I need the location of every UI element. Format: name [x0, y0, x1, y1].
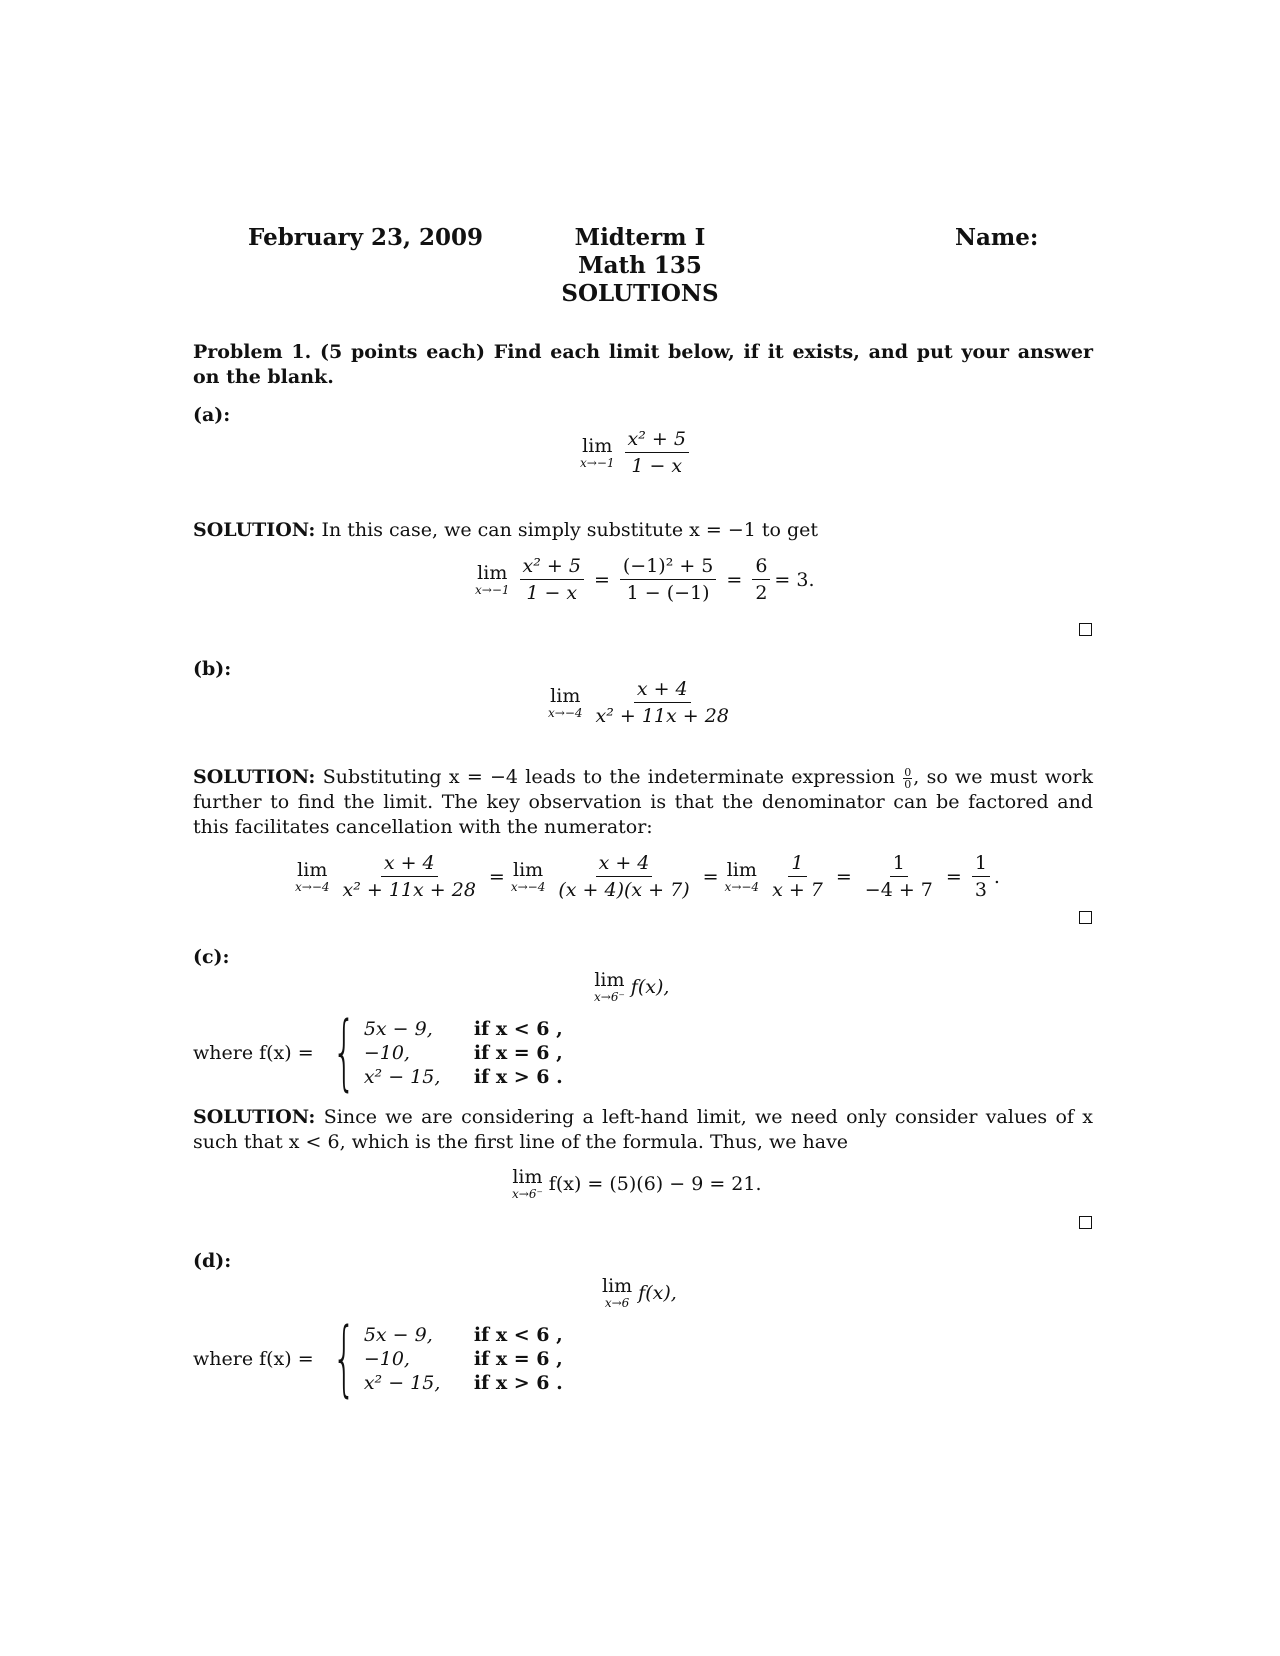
lim-operator: lim x→−4 [724, 858, 760, 894]
fraction: $\frac{\text{(−1)² + 5}}{1 - (-1)}$ [620, 555, 717, 604]
part-c-label: (c): [193, 946, 230, 968]
part-a-limit [580, 428, 693, 477]
fraction: $\frac{1}{-4 + 7}$ [864, 852, 933, 901]
exam-title [460, 224, 820, 308]
fraction: $\frac{\text{x² + 5}}{1 - x}$ [625, 428, 689, 477]
fraction: $\frac{x + 4}{\text{x² + 11x + 28}}$ [342, 852, 476, 901]
part-b-computation: lim x→−4 $\frac{x + 4}{\text{x² + 11x + 28}}$ = lim x→−4 $\frac{x + 4}{(x + 4)(x + 7)}$ = lim x→−4 $\frac{1}{x + 7}$ = $\frac{1}{-4 + 7}$ = $\frac{1}{3}$ . [295, 852, 1000, 901]
left-brace-icon: { [332, 1311, 356, 1406]
solution-label: SOLUTION: [193, 766, 316, 788]
fraction: $\frac{1}{3}$ [972, 852, 990, 901]
solution-label: SOLUTION: [193, 1106, 316, 1128]
lim-operator: lim x→−1 [580, 434, 615, 470]
name-label: Name: [955, 224, 1039, 251]
fraction: $\frac{\text{x² + 5}}{1 - x}$ [520, 555, 584, 604]
part-b-label: (b): [193, 658, 232, 680]
title-line-2: Math 135 [578, 252, 702, 279]
result: = 3. [774, 568, 815, 591]
fraction: $\frac{x + 4}{(x + 4)(x + 7)}$ [558, 852, 690, 901]
lim-operator: lim x→6 [602, 1275, 633, 1310]
lim-operator: lim x→−4 [510, 858, 546, 894]
cases-table: 5x − 9, if x < 6 , −10, if x = 6 , x² − 15, if x > 6 . [363, 1324, 563, 1394]
fraction: $\frac{6}{2}$ [752, 555, 770, 604]
fraction: $\frac{x + 4}{\text{x² + 11x + 28}}$ [595, 678, 729, 727]
part-c-limit: lim x→6⁻ f(x), [594, 969, 670, 1004]
solution-text: In this case, we can simply substitute x = −1 to get [321, 519, 819, 541]
part-c-solution [193, 1105, 1093, 1155]
qed-box-icon [1079, 911, 1092, 924]
part-b-limit [548, 678, 736, 727]
where-label: where f(x) = [193, 1042, 314, 1064]
lim-operator: lim x→−1 [475, 561, 510, 597]
cases-table: 5x − 9, if x < 6 , −10, if x = 6 , x² − 15, if x > 6 . [363, 1018, 563, 1088]
part-a-solution [193, 518, 818, 543]
title-line-1: Midterm I [574, 224, 706, 251]
qed-box-icon [1079, 623, 1092, 636]
part-c-piecewise [193, 1005, 563, 1100]
lim-operator: lim x→−4 [295, 858, 330, 894]
solution-text-1: Substituting x = −4 leads to the indeterminate expression [322, 766, 895, 788]
solution-label: SOLUTION: [193, 519, 316, 541]
solution-text: Since we are considering a left-hand limit, we need only consider values of x such that x < 6, which is the first line of the formula. Thus, we have [193, 1106, 1093, 1153]
where-label: where f(x) = [193, 1348, 314, 1370]
problem-1-lead: Problem 1. (5 points each) Find each limit below, if it exists, and put your answer on the blank. [193, 341, 1093, 388]
left-brace-icon: { [332, 1005, 356, 1100]
part-d-limit: lim x→6 f(x), [602, 1275, 677, 1310]
part-a-label: (a): [193, 404, 231, 426]
solution-text-2: , so we must work further to find the limit. The key observation is that the denominator can be factored and this facilitates cancellation with the numerator: [193, 766, 1093, 838]
part-d-piecewise [193, 1311, 563, 1406]
indeterminate-fraction: $\frac{0}{0}$ [904, 765, 912, 791]
lim-operator: lim x→−4 [548, 684, 583, 720]
part-b-solution [193, 765, 1093, 840]
qed-box-icon [1079, 1216, 1092, 1229]
title-line-3: SOLUTIONS [561, 280, 719, 307]
lim-operator: lim x→6⁻ [512, 1166, 543, 1201]
lim-operator: lim x→6⁻ [594, 969, 625, 1004]
part-a-computation: lim x→−1 $\frac{\text{x² + 5}}{1 - x}$ = $\frac{\text{(−1)² + 5}}{1 - (-1)}$ = $\frac{6}{2}$ = 3. [475, 555, 815, 604]
part-d-label: (d): [193, 1250, 232, 1272]
fraction: $\frac{1}{x + 7}$ [772, 852, 823, 901]
exam-date: February 23, 2009 [248, 224, 484, 251]
part-c-computation: lim x→6⁻ f(x) = (5)(6) − 9 = 21. [512, 1166, 762, 1201]
